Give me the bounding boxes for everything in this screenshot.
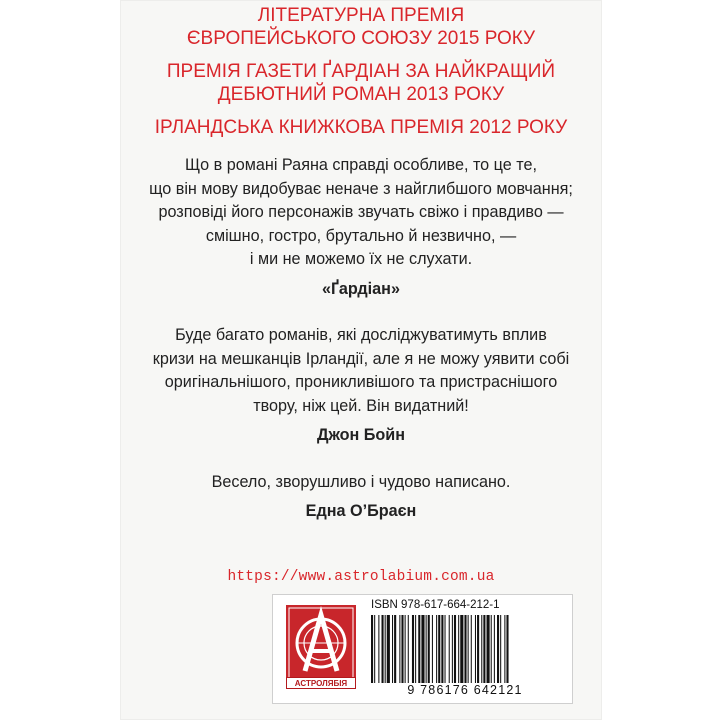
barcode-bar xyxy=(449,615,450,683)
isbn-label: ISBN 978-617-664-212-1 xyxy=(371,599,500,611)
barcode-bar xyxy=(392,615,393,683)
review-quote-obrien xyxy=(120,471,602,524)
barcode-bar xyxy=(500,615,501,683)
quote-line: смішно, гостро, брутально й незвично, — xyxy=(205,226,517,245)
barcode-bar xyxy=(387,615,390,683)
quote-line: твору, ніж цей. Він видатний! xyxy=(253,396,469,415)
barcode-bar xyxy=(399,615,400,683)
barcode-bar xyxy=(483,615,485,683)
quote-line: і ми не можемо їх не слухати. xyxy=(249,250,473,268)
award-line: ЛІТЕРАТУРНА ПРЕМІЯ xyxy=(257,5,465,26)
award-irish-book-prize xyxy=(120,116,602,139)
barcode-bar xyxy=(408,615,409,683)
review-quote-boyne xyxy=(120,324,602,448)
quote-line: розповіді його персонажів звучать свіжо і правдиво — xyxy=(158,203,564,221)
barcode-bar xyxy=(487,615,490,683)
award-line: ДЕБЮТНИЙ РОМАН 2013 РОКУ xyxy=(217,84,505,105)
publisher-name: АСТРОЛЯБІЯ xyxy=(286,677,356,689)
barcode-bar xyxy=(452,615,453,683)
quote-line: Що в романі Раяна справді особливе, то це те, xyxy=(184,156,537,174)
barcode-bar xyxy=(491,615,492,683)
book-back-cover xyxy=(120,0,602,720)
barcode-bar xyxy=(418,615,420,683)
award-line: ІРЛАНДСЬКА КНИЖКОВА ПРЕМІЯ 2012 РОКУ xyxy=(154,117,568,138)
barcode-bar xyxy=(371,615,373,683)
barcode-bar xyxy=(382,615,384,683)
barcode-bar xyxy=(401,615,403,683)
barcode-bar xyxy=(460,615,463,683)
barcode-panel xyxy=(272,594,573,704)
barcode-bar xyxy=(477,615,479,683)
barcode-bar xyxy=(464,615,466,683)
quote-line: Весело, зворушливо і чудово написано. xyxy=(211,472,511,491)
award-line: ПРЕМІЯ ГАЗЕТИ ҐАРДІАН ЗА НАЙКРАЩИЙ xyxy=(166,61,556,82)
barcode-bar xyxy=(394,615,396,683)
barcode-bar xyxy=(445,615,446,683)
award-guardian-prize xyxy=(120,60,602,106)
barcode-bar xyxy=(405,615,406,683)
award-line: ЄВРОПЕЙСЬКОГО СОЮЗУ 2015 РОКУ xyxy=(186,28,536,49)
barcode-bar xyxy=(415,615,416,683)
barcode-bar xyxy=(421,615,424,683)
barcode-bar xyxy=(385,615,386,683)
barcode-bar xyxy=(428,615,430,683)
barcode-bar xyxy=(454,615,456,683)
barcode-bar xyxy=(438,615,440,683)
barcode-bar xyxy=(497,615,499,683)
quote-line: оригінальнішого, проникливішого та пристраснішого xyxy=(164,373,558,391)
barcode-bar xyxy=(441,615,443,683)
barcode-bar xyxy=(504,615,505,683)
barcode xyxy=(369,615,561,683)
publisher-url[interactable]: https://www.astrolabium.com.ua xyxy=(227,569,495,585)
quote-attribution: Джон Бойн xyxy=(316,426,406,444)
barcode-bar xyxy=(481,615,482,683)
quote-line: Буде багато романів, які досліджуватимуть вплив xyxy=(175,326,547,344)
barcode-bar xyxy=(475,615,476,683)
award-eu-prize xyxy=(120,4,602,50)
barcode-bar xyxy=(426,615,427,683)
barcode-bar xyxy=(468,615,469,683)
barcode-bar xyxy=(471,615,472,683)
barcode-bar xyxy=(494,615,495,683)
review-quotes xyxy=(120,154,602,547)
quote-attribution: Една О’Браєн xyxy=(305,502,417,520)
barcode-bar xyxy=(432,615,433,683)
quote-line: що він мову видобуває неначе з найглибшого мовчання; xyxy=(149,179,573,198)
barcode-bar xyxy=(506,615,508,683)
barcode-bar xyxy=(458,615,459,683)
barcode-bar xyxy=(436,615,437,683)
review-quote-guardian xyxy=(120,154,602,301)
barcode-bar xyxy=(378,615,379,683)
awards-block xyxy=(120,4,602,149)
barcode-bar xyxy=(374,615,375,683)
quote-line: кризи на мешканців Ірландії, але я не можу уявити собі xyxy=(152,349,570,368)
quote-attribution: «Ґардіан» xyxy=(322,279,400,298)
barcode-number: 9 786176 642121 xyxy=(407,683,523,697)
barcode-bar xyxy=(412,615,414,683)
